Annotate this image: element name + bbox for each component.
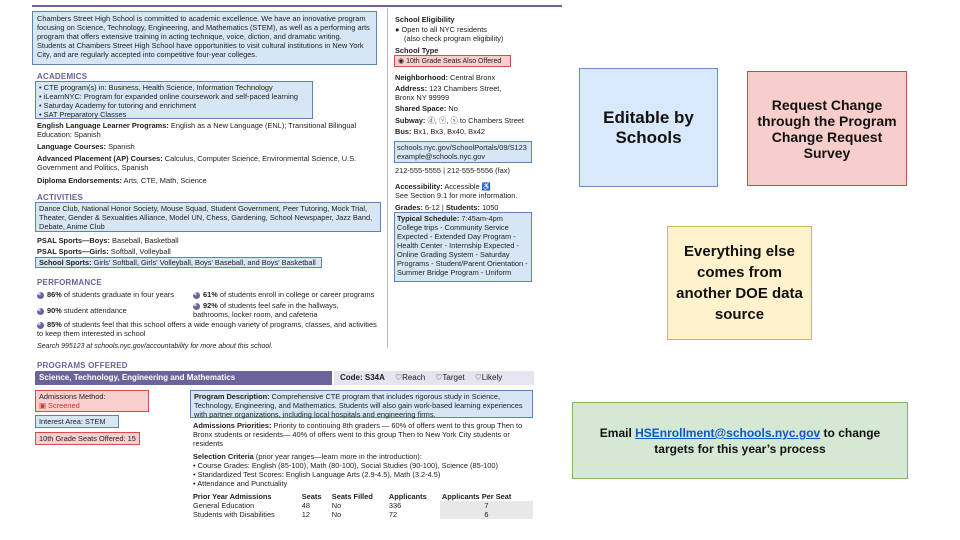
typical-schedule: [394, 212, 532, 282]
bus: Bus: Bx1, Bx3, Bx40, Bx42: [395, 127, 485, 136]
program-description: Program Description: Comprehensive CTE program that includes rigorous study in Science, Technology, Engineering, and Mathematics. Students will also gain work-based learning experiences with partner organizations, including local hospitals and engineering firms.: [190, 390, 533, 418]
admissions-table: [191, 492, 533, 519]
table-header-row: [191, 492, 533, 501]
programs-heading: PROGRAMS OFFERED: [37, 361, 128, 370]
school-type-label: School Type: [395, 46, 439, 55]
reach-option[interactable]: ♡Reach: [394, 373, 426, 382]
diploma-endorsements: Diploma Endorsements: Arts, CTE, Math, Science: [37, 176, 207, 185]
address-line2: Bronx NY 99999: [395, 93, 450, 102]
table-cell: No: [331, 510, 342, 519]
table-cell: General Education: [193, 501, 255, 510]
table-header: Seats: [301, 492, 322, 501]
shared-space: Shared Space: No: [395, 104, 458, 113]
heart-icon: ♡: [394, 373, 403, 382]
ell-programs: English Language Learner Programs: English as a New Language (ENL); Transitional Bilingual Education: Spanish: [37, 121, 357, 139]
accessibility-note: See Section 9.1 for more information.: [395, 191, 518, 200]
perf-safe: 92% of students feel safe in the hallways, bathrooms, locker room, and cafeteria: [193, 301, 339, 319]
perf-variety: 85% of students feel that this school offers a wide enough variety of programs, classes, and activities to keep them interested in school: [37, 320, 377, 338]
table-cell: 72: [388, 510, 398, 519]
activities-list: Dance Club, National Honor Society, Mouse Squad, Student Government, Peer Tutoring, Mock Trial, Theater, Gender & Sexualities Alliance, Model UN, Chess, Gardening, School Newspaper, Jazz Band, Debate, Anime Club: [35, 202, 381, 232]
website-link[interactable]: schools.nyc.gov/SchoolPortals/09/S123: [397, 143, 527, 152]
academics-item: • SAT Preparatory Classes: [39, 110, 127, 119]
criteria-item: • Standardized Test Scores: English Language Arts (2.9-4.5), Math (3.2-4.5): [193, 470, 441, 479]
table-cell: 6: [440, 510, 533, 519]
psal-girls: PSAL Sports—Girls: Softball, Volleyball: [37, 247, 171, 256]
table-header: Prior Year Admissions: [193, 492, 272, 501]
table-cell: 48: [301, 501, 310, 510]
criteria-item: • Attendance and Punctuality: [193, 479, 288, 488]
hsenrollment-email-link[interactable]: HSEnrollment@schools.nyc.gov: [635, 426, 821, 440]
target-option[interactable]: ♡Target: [435, 373, 465, 382]
eligibility-note: (also check program eligibility): [404, 34, 504, 43]
pie-icon: [37, 308, 44, 315]
performance-heading: PERFORMANCE: [37, 278, 102, 287]
table-header: Applicants: [388, 492, 427, 501]
wheelchair-icon: ♿: [481, 182, 491, 191]
perf-attendance: 90% student attendance: [37, 306, 127, 315]
schedule-items: College trips - Community Service Expected - Extended Day Program - Health Center - Internship Expected - Online Grading System - Saturday Programs - Student/Parent Orientation - Summer Bridge Program - Uniform: [397, 223, 528, 277]
subway: Subway: ⓓ, ⓥ, ⓧ to Chambers Street: [395, 116, 524, 125]
admissions-method-label: Admissions Method:: [39, 392, 106, 401]
program-code: Code: S34A: [340, 373, 385, 382]
address: Address: 123 Chambers Street,: [395, 84, 502, 93]
grades-students: Grades: 6-12 | Students: 1050: [395, 203, 499, 212]
email-prefix: Email: [599, 426, 636, 440]
search-note: Search 995123 at schools.nyc.gov/accountability for more about this school.: [37, 343, 273, 350]
pie-icon: [193, 303, 200, 310]
admissions-method-value: ▣ Screened: [39, 401, 80, 410]
program-name-bar: Science, Technology, Engineering and Mathematics: [35, 371, 332, 385]
psal-boys: PSAL Sports—Boys: Baseball, Basketball: [37, 236, 179, 245]
activities-heading: ACTIVITIES: [37, 193, 84, 202]
table-cell: 12: [301, 510, 310, 519]
pie-icon: [37, 292, 44, 299]
admissions-priorities: Admissions Priorities: Priority to continuing 8th graders — 60% of offers went to this group Then to Bronx students or residents— 40% of offers went to this group Then to New York City students or residents: [193, 421, 523, 448]
school-sports: School Sports: Girls' Softball, Girls' Volleyball, Boys' Baseball, and Boys' Basketball: [35, 257, 322, 268]
legend-request-change: Request Change through the Program Change Request Survey: [747, 71, 907, 186]
top-rule: [32, 5, 562, 7]
pie-icon: [193, 292, 200, 299]
interest-area: Interest Area: STEM: [35, 415, 119, 428]
academics-item: • iLearnNYC: Program for expanded online coursework and self-paced learning: [39, 92, 298, 101]
criteria-heading: Selection Criteria (prior year ranges—learn more in the introduction):: [193, 452, 422, 461]
academics-list: [35, 81, 313, 119]
table-header: Applicants Per Seat: [441, 492, 512, 501]
academics-item: • CTE program(s) in: Business, Health Science, Information Technology: [39, 83, 273, 92]
table-cell: 336: [388, 501, 402, 510]
perf-grad: 86% of students graduate in four years: [37, 290, 174, 299]
pie-icon: [37, 322, 44, 329]
table-cell: No: [331, 501, 342, 510]
ap-courses: Advanced Placement (AP) Courses: Calculus, Computer Science, Environmental Science, U.S. Government and Politics, Spanish: [37, 154, 357, 172]
table-row: [191, 501, 533, 510]
academics-item: • Saturday Academy for tutoring and enrichment: [39, 101, 197, 110]
likely-option[interactable]: ♡Likely: [474, 373, 503, 382]
phone: 212-555-5555 | 212-555-5556 (fax): [395, 166, 510, 175]
eligibility-value: ● Open to all NYC residents: [395, 25, 487, 34]
eligibility-label: School Eligibility: [395, 15, 455, 24]
table-header: Seats Filled: [331, 492, 373, 501]
email-suffix: to change targets for this year’s process: [654, 426, 881, 456]
perf-college: 61% of students enroll in college or career programs: [193, 290, 383, 299]
schedule-time: Typical Schedule: 7:45am-4pm: [397, 214, 503, 223]
admissions-method: [35, 390, 149, 412]
academics-heading: ACADEMICS: [37, 72, 88, 81]
neighborhood: Neighborhood: Central Bronx: [395, 73, 496, 82]
legend-editable: Editable by Schools: [579, 68, 718, 187]
school-intro: Chambers Street High School is committed to academic excellence. We have an innovative program focusing on Science, Technology, Engineering, and Mathematics (STEM), as well as a performing arts program that offers extensive training in acting technique, voice, diction, and dramatic writing. Students at Chambers Street High School have opportunities to visit cultural institutions in New York City, and are regularly accepted into competitive four-year colleges.: [32, 11, 377, 65]
selection-criteria: [193, 452, 531, 488]
language-courses: Language Courses: Spanish: [37, 142, 135, 151]
column-divider: [387, 8, 388, 348]
accessibility: Accessibility: Accessible ♿: [395, 182, 491, 191]
criteria-item: • Course Grades: English (85-100), Math (80-100), Social Studies (90-100), Science (85-100): [193, 461, 498, 470]
heart-icon: ♡: [474, 373, 482, 382]
email-link[interactable]: example@schools.nyc.gov: [397, 152, 486, 161]
legend-email: [572, 402, 908, 479]
program-code-bar: [334, 371, 534, 385]
table-cell: Students with Disabilities: [193, 510, 275, 519]
table-row: [191, 510, 533, 519]
school-type-badge: ◉ 10th Grade Seats Also Offered: [394, 55, 511, 67]
heart-icon: ♡: [435, 373, 443, 382]
table-cell: 7: [440, 501, 533, 510]
contact-web-email: [394, 141, 532, 163]
legend-everything-else: Everything else comes from another DOE data source: [667, 226, 812, 340]
tenth-grade-seats: 10th Grade Seats Offered: 15: [35, 432, 140, 445]
